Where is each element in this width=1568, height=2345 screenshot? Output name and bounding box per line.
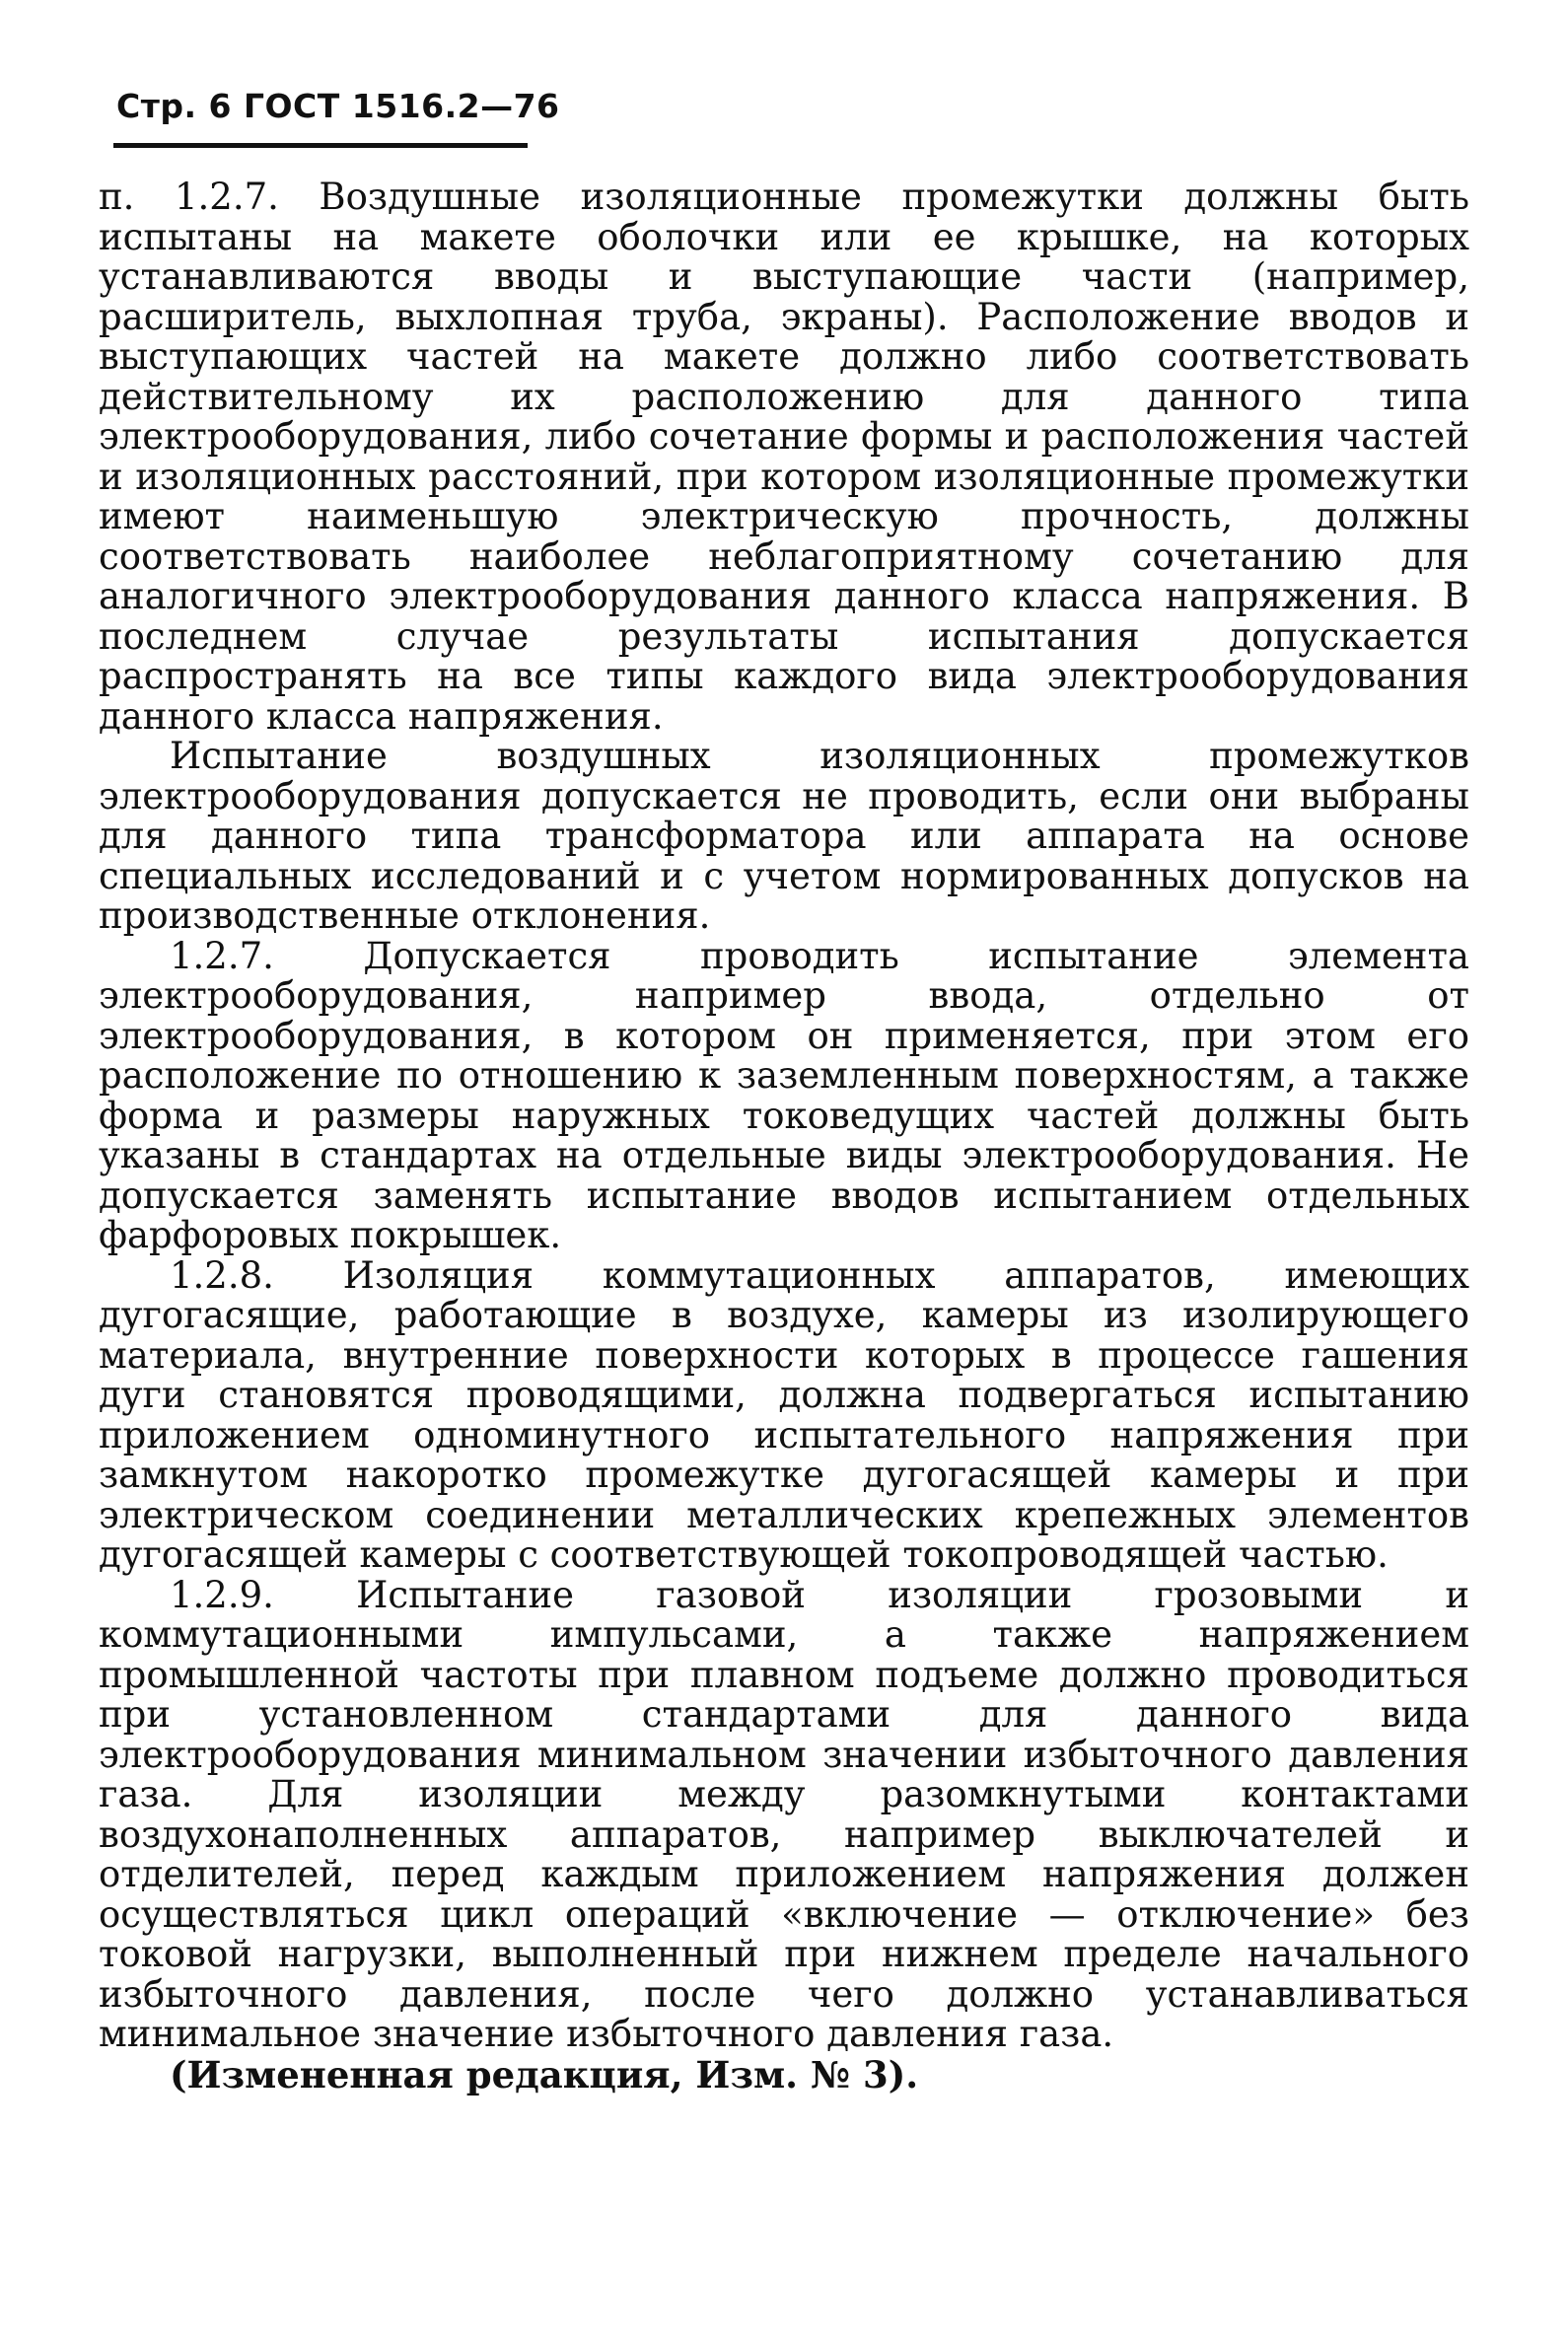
- paragraph-1-2-7: 1.2.7. Допускается проводить испытание элемента электрооборудования, например ввода, отдельно от электрооборудования, в котором он применяется, при этом его расположение по отношению к заземленным поверхностям, а также форма и размеры наружных токоведущих частей должны быть указаны в стандартах на отдельные виды электрооборудования. Не допускается заменять испытание вводов испытанием отдельных фарфоровых покрышек.: [99, 934, 1469, 1256]
- body-text: [99, 178, 1469, 2095]
- amendment-note: (Измененная редакция, Изм. № 3).: [170, 2052, 919, 2096]
- paragraph-1-2-8: 1.2.8. Изоляция коммутационных аппаратов, имеющих дугогасящие, работающие в воздухе, камеры из изолирующего материала, внутренние поверхности которых в процессе гашения дуги становятся проводящими, должна подвергаться испытанию приложением одноминутного испытательного напряжения при замкнутом накоротко промежутке дугогасящей камеры и при электрическом соединении металлических крепежных элементов дугогасящей камеры с соответствующей токопроводящей частью.: [99, 1253, 1469, 1576]
- paragraph-1-2-7-continuation: п. 1.2.7. Воздушные изоляционные промежутки должны быть испытаны на макете оболочки или ее крышке, на которых устанавливаются вводы и выступающие части (например, расширитель, выхлопная труба, экраны). Расположение вводов и выступающих частей на макете должно либо соответствовать действительному их расположению для данного типа электрооборудования, либо сочетание формы и расположения частей и изоляционных расстояний, при котором изоляционные промежутки имеют наименьшую электрическую прочность, должны соответствовать наиболее неблагоприятному сочетанию для аналогичного электрооборудования данного класса напряжения. В последнем случае результаты испытания допускается распространять на все типы каждого вида электрооборудования данного класса напряжения.: [99, 176, 1469, 738]
- page-header: Стр. 6 ГОСТ 1516.2—76: [116, 87, 560, 125]
- paragraph-air-gaps-exemption: Испытание воздушных изоляционных промежутков электрооборудования допускается не проводить, если они выбраны для данного типа трансформатора или аппарата на основе специальных исследований и с учетом нормированных допусков на производственные отклонения.: [99, 735, 1469, 937]
- paragraph-1-2-9: 1.2.9. Испытание газовой изоляции грозовыми и коммутационными импульсами, а также напряжением промышленной частоты при плавном подъеме должно проводиться при установленном стандартами для данного вида электрооборудования минимальном значении избыточного давления газа. Для изоляции между разомкнутыми контактами воздухонаполненных аппаратов, например выключателей и отделителей, перед каждым приложением напряжения должен осуществляться цикл операций «включение — отключение» без токовой нагрузки, выполненный при нижнем пределе начального избыточного давления, после чего должно устанавливаться минимальное значение избыточного давления газа.: [99, 1573, 1469, 2055]
- header-rule: [113, 143, 528, 148]
